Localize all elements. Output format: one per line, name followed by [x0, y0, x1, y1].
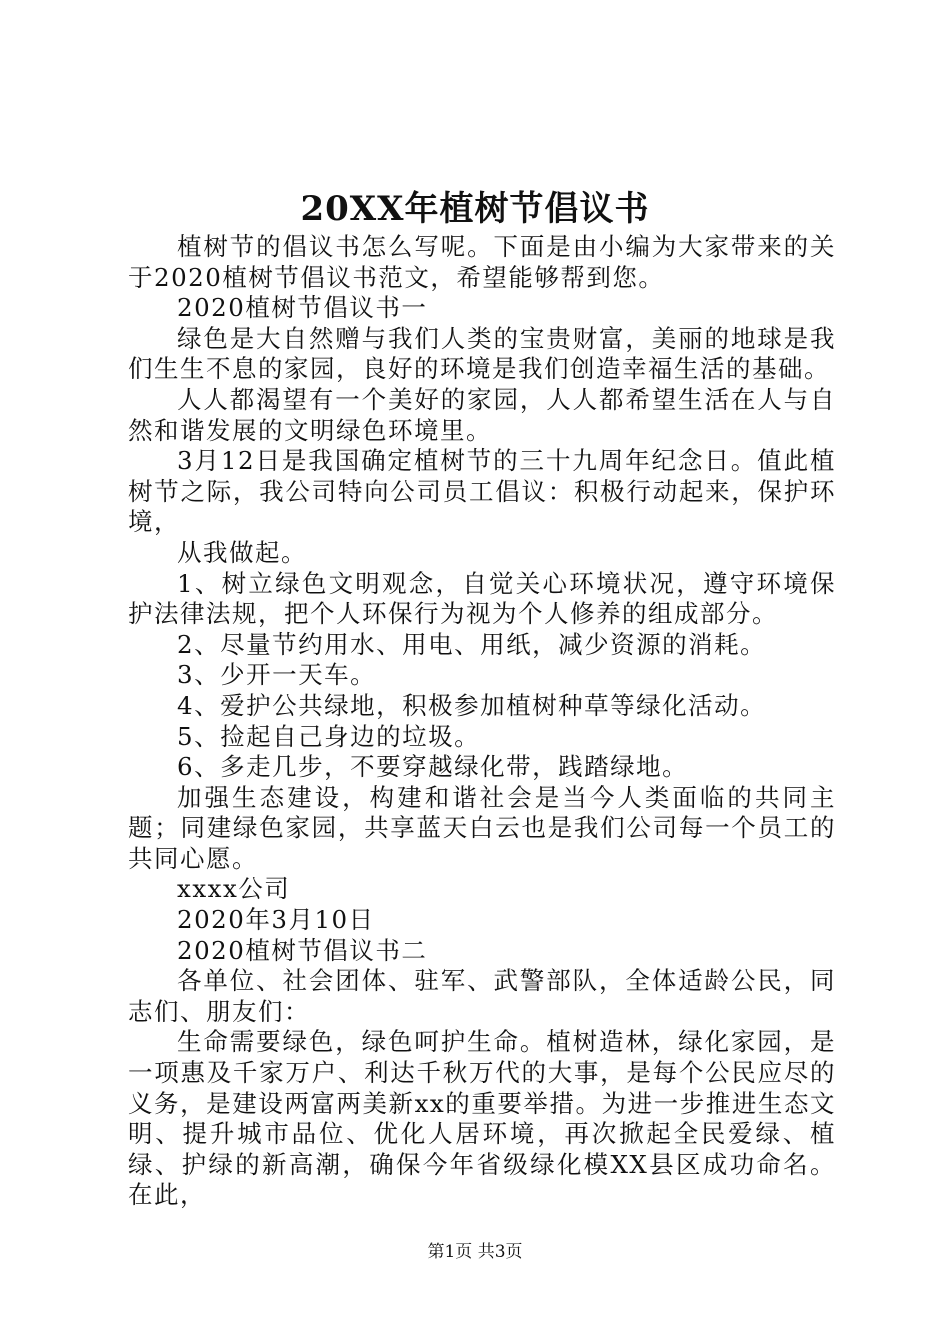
paragraph: 人人都渴望有一个美好的家园，人人都希望生活在人与自然和谐发展的文明绿色环境里。 — [128, 384, 836, 445]
document-body — [128, 232, 836, 1211]
signature-date: 2020年3月10日 — [177, 905, 375, 935]
list-item: 5、捡起自己身边的垃圾。 — [177, 721, 481, 751]
paragraph: 加强生态建设，构建和谐社会是当今人类面临的共同主题；同建绿色家园，共享蓝天白云也是我们公司每一个员工的共同心愿。 — [128, 782, 836, 873]
section-heading-1: 2020植树节倡议书一 — [177, 293, 428, 323]
list-item: 3、少开一天车。 — [177, 660, 377, 690]
paragraph: 各单位、社会团体、驻军、武警部队，全体适龄公民，同志们、朋友们： — [128, 966, 836, 1026]
paragraph-intro: 植树节的倡议书怎么写呢。下面是由小编为大家带来的关于2020植树节倡议书范文，希望能够帮到您。 — [128, 232, 836, 292]
signature-company: xxxx公司 — [177, 874, 291, 904]
paragraph: 从我做起。 — [177, 537, 307, 567]
page-footer: 第1页 共3页 — [427, 1242, 523, 1262]
list-item: 4、爱护公共绿地，积极参加植树种草等绿化活动。 — [177, 690, 767, 720]
paragraph: 绿色是大自然赠与我们人类的宝贵财富，美丽的地球是我们生生不息的家园，良好的环境是我们创造幸福生活的基础。 — [128, 323, 836, 384]
document-title: 20XX年植树节倡议书 — [300, 189, 650, 229]
list-item: 6、多走几步，不要穿越绿化带，践踏绿地。 — [177, 752, 689, 782]
list-item: 2、尽量节约用水、用电、用纸，减少资源的消耗。 — [177, 629, 767, 659]
section-heading-2: 2020植树节倡议书二 — [177, 935, 428, 965]
paragraph: 生命需要绿色，绿色呵护生命。植树造林，绿化家园，是一项惠及千家万户、利达千秋万代的大事，是每个公民应尽的义务，是建设两富两美新xx的重要举措。为进一步推进生态文明、提升城市品位、优化人居环境，再次掀起全民爱绿、植绿、护绿的新高潮，确保今年省级绿化模XX县区成功命名。在此， — [128, 1027, 836, 1210]
list-item: 1、树立绿色文明观念，自觉关心环境状况，遵守环境保护法律法规，把个人环保行为视为个人修养的组成部分。 — [128, 568, 836, 629]
paragraph: 3月12日是我国确定植树节的三十九周年纪念日。值此植树节之际，我公司特向公司员工倡议：积极行动起来，保护环境， — [128, 446, 836, 537]
